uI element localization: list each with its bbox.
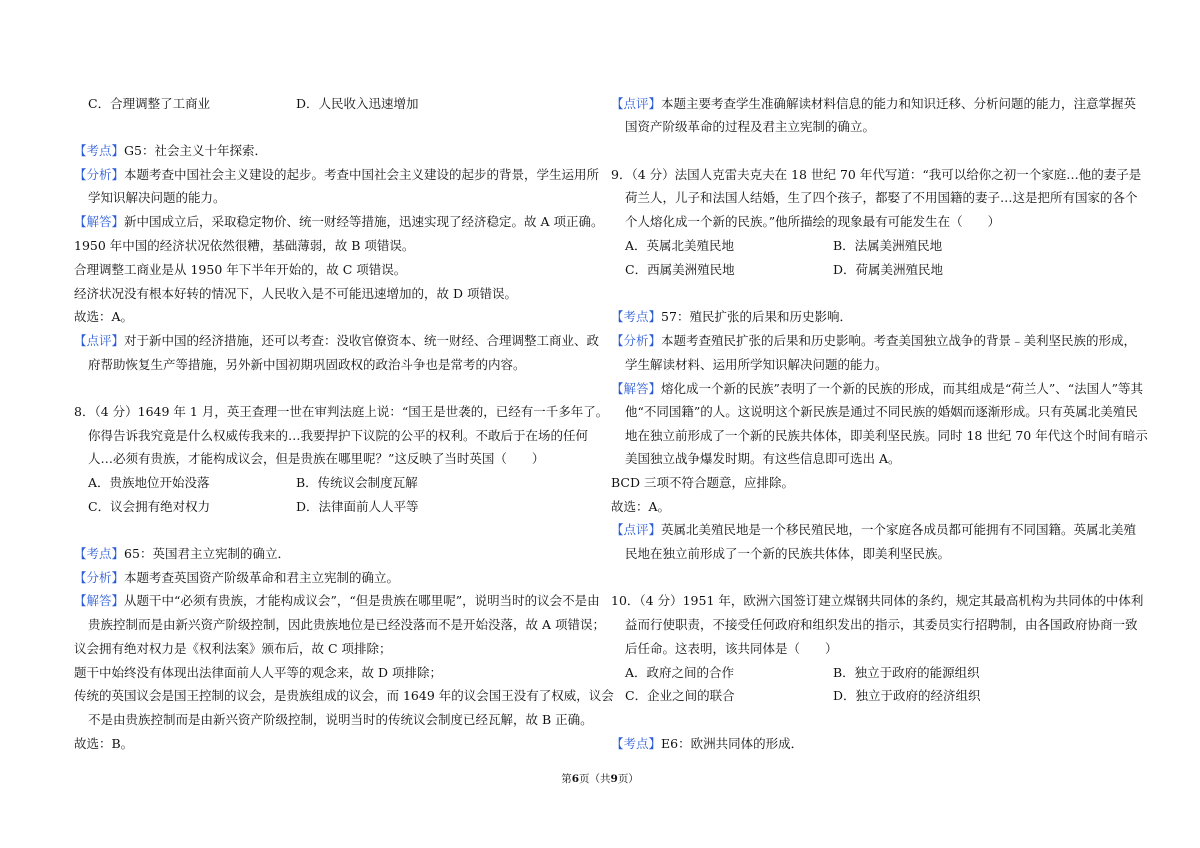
q9-option-b: B．法属美洲殖民地 [833, 238, 943, 253]
tag-label: 点评 [623, 96, 649, 111]
tag-label: 解答 [86, 593, 112, 608]
q9-kaodian-text: 57：殖民扩张的后果和历史影响． [661, 309, 852, 324]
q9-dianping-line1: 英属北美殖民地是一个移民殖民地，一个家庭各成员都可能拥有不同国籍。英属北美殖 [661, 522, 1137, 537]
q7-jieda: 【解答】新中国成立后，采取稳定物价、统一财经等措施，迅速实现了经济稳定。故 A 项正确。 [74, 214, 604, 229]
tag-label: 考点 [623, 309, 649, 324]
tag-label: 分析 [86, 167, 112, 182]
q8-kaodian: 【考点】65：英国君主立宪制的确立． [74, 546, 290, 561]
q9-kaodian: 【考点】57：殖民扩张的后果和历史影响． [611, 309, 852, 324]
q9-dianping-line2: 民地在独立前形成了一个新的民族共体体，即美利坚民族。 [625, 546, 951, 561]
q8-jieda-line1: 从题干中“必须有贵族，才能构成议会”，“但是贵族在哪里呢”，说明当时的议会不是由 [124, 593, 600, 608]
q8-jieda-line7: 故选：B。 [74, 736, 134, 751]
q9-jieda-line3: 地在独立前形成了一个新的民族共体体，即美利坚民族。同时 18 世纪 70 年代这个时间有暗示 [625, 428, 1148, 443]
tag-label: 考点 [86, 143, 112, 158]
q8-option-a: A．贵族地位开始没落 [88, 475, 210, 490]
q7-jieda-line5: 故选：A。 [74, 309, 134, 324]
q9-fenxi-line2: 学生解读材料、运用所学知识解决问题的能力。 [625, 357, 888, 372]
footer-mid: 页（共 [579, 773, 611, 785]
tag-label: 点评 [86, 333, 112, 348]
tag-label: 考点 [623, 736, 649, 751]
q7-fenxi-line1: 本题考查中国社会主义建设的起步。考查中国社会主义建设的起步的背景，学生运用所 [124, 167, 600, 182]
q8-jieda-line4: 题干中始终没有体现出法律面前人人平等的观念来，故 D 项排除； [74, 665, 442, 680]
q8-option-c: C．议会拥有绝对权力 [88, 499, 211, 514]
q9-fenxi-line1: 本题考查殖民扩张的后果和历史影响。考查美国独立战争的背景﹣美利坚民族的形成， [661, 333, 1137, 348]
q9-jieda-line5: BCD 三项不符合题意，应排除。 [611, 475, 794, 490]
q8-kaodian-text: 65：英国君主立宪制的确立． [124, 546, 290, 561]
q10-option-a: A．政府之间的合作 [625, 665, 735, 680]
q8-jieda-line5: 传统的英国议会是国王控制的议会，是贵族组成的议会，而 1649 年的议会国王没有了权威，议会 [74, 688, 614, 703]
q9-option-d: D．荷属美洲殖民地 [833, 262, 944, 277]
q9-option-a: A．英属北美殖民地 [625, 238, 735, 253]
q7-dianping-line1: 对于新中国的经济措施，还可以考查：没收官僚资本、统一财经、合理调整工商业、政 [124, 333, 600, 348]
q7-kaodian: 【考点】G5：社会主义十年探索． [74, 143, 267, 158]
q7-jieda-line3: 合理调整工商业是从 1950 年下半年开始的，故 C 项错误。 [74, 262, 407, 277]
footer-post: 页） [617, 773, 639, 785]
q9-dianping: 【点评】英属北美殖民地是一个移民殖民地，一个家庭各成员都可能拥有不同国籍。英属北美殖 [611, 522, 1137, 537]
tag-label: 解答 [623, 381, 649, 396]
q10-option-b: B．独立于政府的能源组织 [833, 665, 980, 680]
q7-option-d: D．人民收入迅速增加 [296, 96, 419, 111]
q8-jieda-line3: 议会拥有绝对权力是《权利法案》颁布后，故 C 项排除； [74, 641, 392, 656]
q10-stem-line1: 10．（4 分）1951 年，欧洲六国签订建立煤钢共同体的条约，规定其最高机构为共同体的中体利 [611, 593, 1144, 608]
q7-jieda-line4: 经济状况没有根本好转的情况下，人民收入是不可能迅速增加的，故 D 项错误。 [74, 286, 517, 301]
tag-label: 解答 [86, 214, 112, 229]
q9-jieda-line1: 熔化成一个新的民族”表明了一个新的民族的形成，而其组成是“荷兰人”、“法国人”等其 [661, 381, 1144, 396]
q8-option-d: D．法律面前人人平等 [296, 499, 419, 514]
q8-stem-line1: 8．（4 分）1649 年 1 月，英王查理一世在审判法庭上说：“国王是世袭的，已经有一千多年了。 [74, 404, 609, 419]
q7-kaodian-text: G5：社会主义十年探索． [124, 143, 267, 158]
page-number: 6 [571, 773, 579, 785]
tag-label: 分析 [86, 570, 112, 585]
q8-jieda-line6: 不是由贵族控制而是由新兴资产阶级控制，说明当时的传统议会制度已经瓦解，故 B 正确。 [88, 712, 593, 727]
q10-stem-line2: 益而行使职责，不接受任何政府和组织发出的指示，其委员实行招聘制，由各国政府协商一致 [625, 617, 1138, 632]
q10-kaodian-text: E6：欧洲共同体的形成． [661, 736, 804, 751]
q7-fenxi: 【分析】本题考查中国社会主义建设的起步。考查中国社会主义建设的起步的背景，学生运用所 [74, 167, 600, 182]
q7-option-c: C．合理调整了工商业 [88, 96, 211, 111]
q8-stem-line3: 人…必须有贵族，才能构成议会，但是贵族在哪里呢？”这反映了当时英国（ ） [88, 451, 545, 466]
q9-option-c: C．西属美洲殖民地 [625, 262, 735, 277]
q8-option-b: B．传统议会制度瓦解 [296, 475, 418, 490]
q8-stem-line2: 你得告诉我究竟是什么权威传我来的…我要捍护下议院的公平的权利。不敢后于在场的任何 [88, 428, 589, 443]
q10-option-c: C．企业之间的联合 [625, 688, 735, 703]
q7-jieda-line1: 新中国成立后，采取稳定物价、统一财经等措施，迅速实现了经济稳定。故 A 项正确。 [124, 214, 604, 229]
q9-jieda-line4: 美国独立战争爆发时期。有这些信息即可选出 A。 [625, 451, 901, 466]
q7-dianping: 【点评】对于新中国的经济措施，还可以考查：没收官僚资本、统一财经、合理调整工商业、政 [74, 333, 600, 348]
q9-jieda-line6: 故选：A。 [611, 499, 671, 514]
q8-fenxi: 【分析】本题考查英国资产阶级革命和君主立宪制的确立。 [74, 570, 400, 585]
footer-pre: 第 [561, 773, 572, 785]
q7-jieda-line2: 1950 年中国的经济状况依然很糟，基础薄弱，故 B 项错误。 [74, 238, 415, 253]
q9-stem-line2: 荷兰人，儿子和法国人结婚，生了四个孩子，都娶了不用国籍的妻子…这是把所有国家的各个 [625, 190, 1138, 205]
tag-label: 分析 [623, 333, 649, 348]
q9-stem-line3: 个人熔化成一个新的民族。”他所描绘的现象最有可能发生在（ ） [625, 214, 1001, 229]
q10-option-d: D．独立于政府的经济组织 [833, 688, 981, 703]
q9-jieda: 【解答】熔化成一个新的民族”表明了一个新的民族的形成，而其组成是“荷兰人”、“法国人”等其 [611, 381, 1144, 396]
q9-jieda-line2: 他“不同国籍”的人。这说明这个新民族是通过不同民族的婚姻而逐渐形成。只有英属北美殖民 [625, 404, 1138, 419]
q9-stem-line1: 9．（4 分）法国人克雷夫克夫在 18 世纪 70 年代写道：“我可以给你之初一个家庭…他的妻子是 [611, 167, 1142, 182]
q8-dianping-line2: 国资产阶级革命的过程及君主立宪制的确立。 [625, 119, 876, 134]
q7-dianping-line2: 府帮助恢复生产等措施，另外新中国初期巩固政权的政治斗争也是常考的内容。 [88, 357, 526, 372]
q10-kaodian: 【考点】E6：欧洲共同体的形成． [611, 736, 804, 751]
q7-fenxi-line2: 学知识解决问题的能力。 [88, 190, 226, 205]
q9-fenxi: 【分析】本题考查殖民扩张的后果和历史影响。考查美国独立战争的背景﹣美利坚民族的形成， [611, 333, 1137, 348]
q8-dianping: 【点评】本题主要考查学生准确解读材料信息的能力和知识迁移、分析问题的能力，注意掌握英 [611, 96, 1137, 111]
q8-jieda-line2: 贵族控制而是由新兴资产阶级控制，因此贵族地位是已经没落而不是开始没落，故 A 项错误； [88, 617, 605, 632]
tag-label: 考点 [86, 546, 112, 561]
page-footer [0, 772, 1200, 786]
q8-jieda: 【解答】从题干中“必须有贵族，才能构成议会”，“但是贵族在哪里呢”，说明当时的议会不是由 [74, 593, 600, 608]
tag-label: 点评 [623, 522, 649, 537]
q8-fenxi-text: 本题考查英国资产阶级革命和君主立宪制的确立。 [124, 570, 400, 585]
q8-dianping-line1: 本题主要考查学生准确解读材料信息的能力和知识迁移、分析问题的能力，注意掌握英 [661, 96, 1137, 111]
total-pages: 9 [610, 773, 618, 785]
q10-stem-line3: 后任命。这表明，该共同体是（ ） [625, 641, 838, 656]
